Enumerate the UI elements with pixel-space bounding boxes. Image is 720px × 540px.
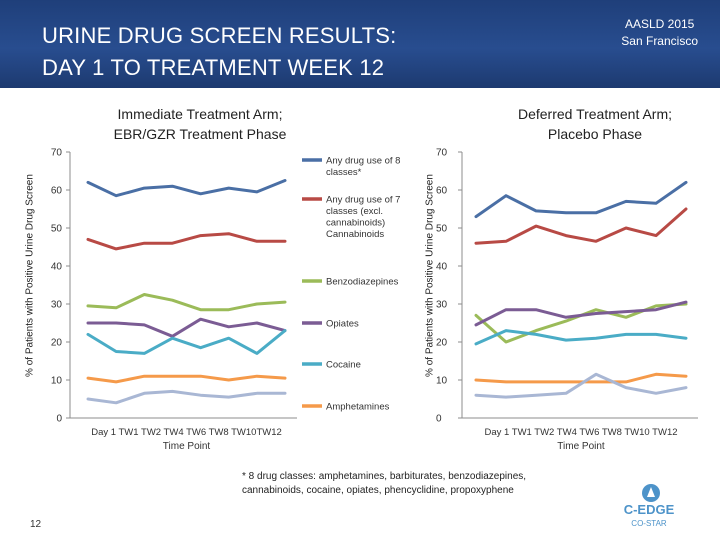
left-y-axis-label: % of Patients with Positive Urine Drug Screen <box>24 174 36 377</box>
left-series-line-2 <box>88 295 285 310</box>
footnote-line-2: cannabinoids, cocaine, opiates, phencyclidine, propoxyphene <box>242 485 514 496</box>
legend-label-4: Cocaine <box>326 359 361 371</box>
left-series-line-6 <box>88 391 285 402</box>
legend-label-1: Any drug use of 7 <box>326 194 401 206</box>
left-series-line-4 <box>88 331 285 354</box>
right-y-tick-label: 70 <box>436 147 448 159</box>
left-series-line-5 <box>88 376 285 382</box>
left-y-tick-label: 0 <box>56 413 62 425</box>
right-y-tick-label: 0 <box>436 413 442 425</box>
right-y-tick-label: 30 <box>436 299 448 311</box>
right-y-tick-label: 60 <box>436 185 448 197</box>
right-panel-title-line-2: Placebo Phase <box>547 126 643 142</box>
legend-label-5: Amphetamines <box>326 401 390 413</box>
right-panel-title-line-1: Deferred Treatment Arm; <box>517 106 673 122</box>
conference-line-1: AASLD 2015 <box>624 17 695 31</box>
right-series-line-0 <box>476 182 686 216</box>
legend-label-1: Cannabinoids <box>326 229 385 240</box>
legend-label-0: classes* <box>326 167 362 178</box>
legend-label-0: Any drug use of 8 <box>326 155 401 167</box>
left-y-tick-label: 50 <box>50 223 62 235</box>
footnote-line-1: * 8 drug classes: amphetamines, barbiturates, benzodiazepines, <box>242 471 527 482</box>
left-series-line-0 <box>88 181 285 196</box>
right-x-axis-title: Time Point <box>557 441 605 452</box>
legend-label-1: cannabinoids) <box>326 217 386 229</box>
left-series-line-1 <box>88 234 285 249</box>
title-line-1: URINE DRUG SCREEN RESULTS: <box>42 23 397 48</box>
left-x-axis-title: Time Point <box>162 441 211 452</box>
legend-label-2: Benzodiazepines <box>326 276 399 288</box>
right-x-tick-labels: Day 1 TW1 TW2 TW4 TW6 TW8 TW10 TW12 <box>484 427 678 438</box>
right-y-axis-label: % of Patients with Positive Urine Drug Screen <box>424 174 436 377</box>
legend-label-3: Opiates <box>326 318 359 330</box>
left-y-tick-label: 20 <box>50 337 62 349</box>
left-y-tick-label: 60 <box>50 185 62 197</box>
right-y-tick-label: 40 <box>436 261 448 273</box>
logo-sub-text: CO-STAR <box>631 519 667 528</box>
right-y-tick-label: 50 <box>436 223 448 235</box>
left-panel-title-line-1: Immediate Treatment Arm; <box>117 106 283 122</box>
left-series-line-3 <box>88 319 285 336</box>
legend-label-1: classes (excl. <box>326 206 384 217</box>
left-panel-title-line-2: EBR/GZR Treatment Phase <box>113 126 287 142</box>
title-line-2: DAY 1 TO TREATMENT WEEK 12 <box>42 55 385 80</box>
right-series-line-5 <box>476 374 686 382</box>
page-number: 12 <box>30 519 42 530</box>
left-y-tick-label: 70 <box>50 147 62 159</box>
left-y-tick-label: 30 <box>50 299 62 311</box>
logo-main-text: C-EDGE <box>623 502 675 517</box>
left-y-tick-label: 40 <box>50 261 62 273</box>
left-x-tick-labels: Day 1 TW1 TW2 TW4 TW6 TW8 TW10TW12 <box>91 427 282 438</box>
c-edge-logo <box>608 482 690 532</box>
conference-line-2: San Francisco <box>621 34 698 48</box>
right-y-tick-label: 10 <box>436 375 448 387</box>
right-y-tick-label: 20 <box>436 337 448 349</box>
footnote <box>242 470 572 498</box>
right-series-line-6 <box>476 374 686 397</box>
left-y-tick-label: 10 <box>50 375 62 387</box>
